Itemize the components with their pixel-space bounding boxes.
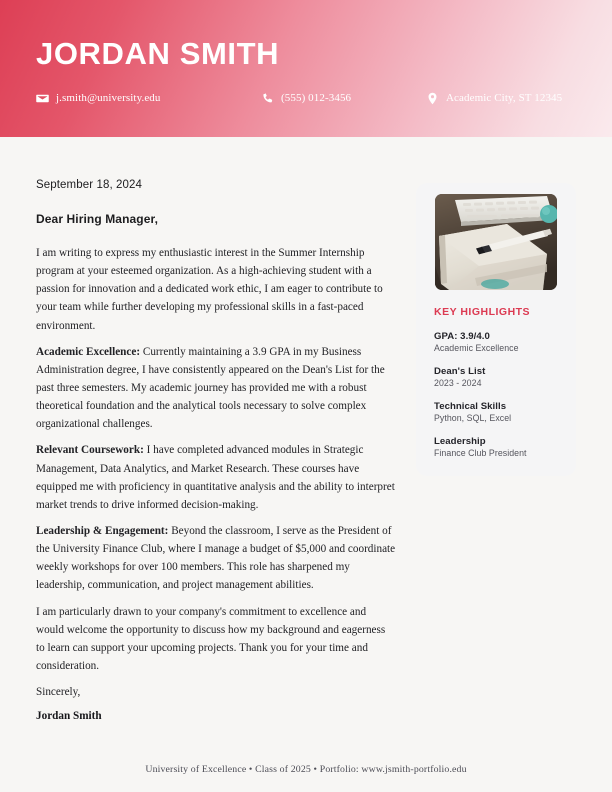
letter-greeting: Dear Hiring Manager, xyxy=(36,212,159,226)
paragraph-text: I have completed advanced modules in Strategic Management, Data Analytics, and Market Research. These courses have equipped me with proficiency in quantitative analysis and the ability to interpret market trends to drive informed decision-making. xyxy=(36,444,395,511)
highlights-card xyxy=(416,183,576,476)
highlight-item xyxy=(434,331,565,353)
letter-date: September 18, 2024 xyxy=(36,179,143,191)
paragraph-text: Currently maintaining a 3.9 GPA in my Business Administration degree, I have consistently appeared on the Dean's List for the past three semesters. My academic journey has provided me with a robust theoretical foundation and the analytical tools necessary to solve complex organizational challenges. xyxy=(36,345,385,431)
letter-paragraph xyxy=(36,603,396,676)
highlight-item xyxy=(434,436,565,458)
highlight-label: Leadership xyxy=(434,436,486,447)
page-title: JORDAN SMITH xyxy=(36,36,280,71)
paragraph-lead: Academic Excellence: xyxy=(36,345,141,358)
desk-photo xyxy=(435,194,557,290)
paragraph-text: I am writing to express my enthusiastic interest in the Summer Internship program at your esteemed organization. As a high-achieving student with a passion for innovation and a dedicated work ethic, I am eager to contribute to your team while further developing my professional skills in a fast-paced environment. xyxy=(36,247,383,332)
phone-icon xyxy=(261,92,274,105)
paragraph-lead: Leadership & Engagement: xyxy=(36,524,169,537)
letter-paragraph xyxy=(36,441,396,514)
highlight-item xyxy=(434,401,565,423)
page-body xyxy=(0,137,612,725)
contact-phone-text: (555) 012-3456 xyxy=(281,92,352,105)
letter-column xyxy=(36,137,396,725)
highlight-value: 2023 - 2024 xyxy=(434,378,482,388)
paragraph-text: Beyond the classroom, I serve as the President of the University Finance Club, where I manage a budget of $5,000 and coordinate weekly workshops for over 100 members. This role has sharpened my leadership, communication, and project management abilities. xyxy=(36,524,396,592)
highlight-item xyxy=(434,366,565,388)
highlights-title: KEY HIGHLIGHTS xyxy=(434,306,531,318)
contact-row xyxy=(36,92,576,105)
location-pin-icon xyxy=(426,92,439,105)
highlight-label: Technical Skills xyxy=(434,401,507,412)
contact-phone[interactable] xyxy=(261,92,426,105)
paragraph-text: I am particularly drawn to your company's commitment to excellence and would welcome the opportunity to discuss how my background and eagerness to learn can support your upcoming projects. Thank you for your time and consideration. xyxy=(36,605,386,672)
highlight-value: Python, SQL, Excel xyxy=(434,413,512,423)
sidebar-column xyxy=(416,137,576,476)
contact-location-text: Academic City, ST 12345 xyxy=(446,92,563,105)
highlight-label: GPA: 3.9/4.0 xyxy=(434,331,490,342)
contact-email[interactable] xyxy=(36,92,261,105)
letter-signature: Jordan Smith xyxy=(36,710,102,723)
letter-paragraph xyxy=(36,343,396,434)
highlight-value: Academic Excellence xyxy=(434,343,519,353)
paragraph-lead: Relevant Coursework: xyxy=(36,444,144,457)
letter-paragraph xyxy=(36,522,396,595)
footer-text: University of Excellence • Class of 2025 • Portfolio: www.jsmith-portfolio.edu xyxy=(145,763,467,775)
contact-location[interactable] xyxy=(426,92,576,105)
letter-paragraph xyxy=(36,244,396,335)
highlight-label: Dean's List xyxy=(434,366,486,377)
letter-closing: Sincerely, xyxy=(36,686,81,699)
document-header xyxy=(0,0,612,137)
contact-email-text: j.smith@university.edu xyxy=(56,92,161,105)
document-footer xyxy=(0,746,612,792)
highlight-value: Finance Club President xyxy=(434,448,527,458)
envelope-icon xyxy=(36,92,49,105)
